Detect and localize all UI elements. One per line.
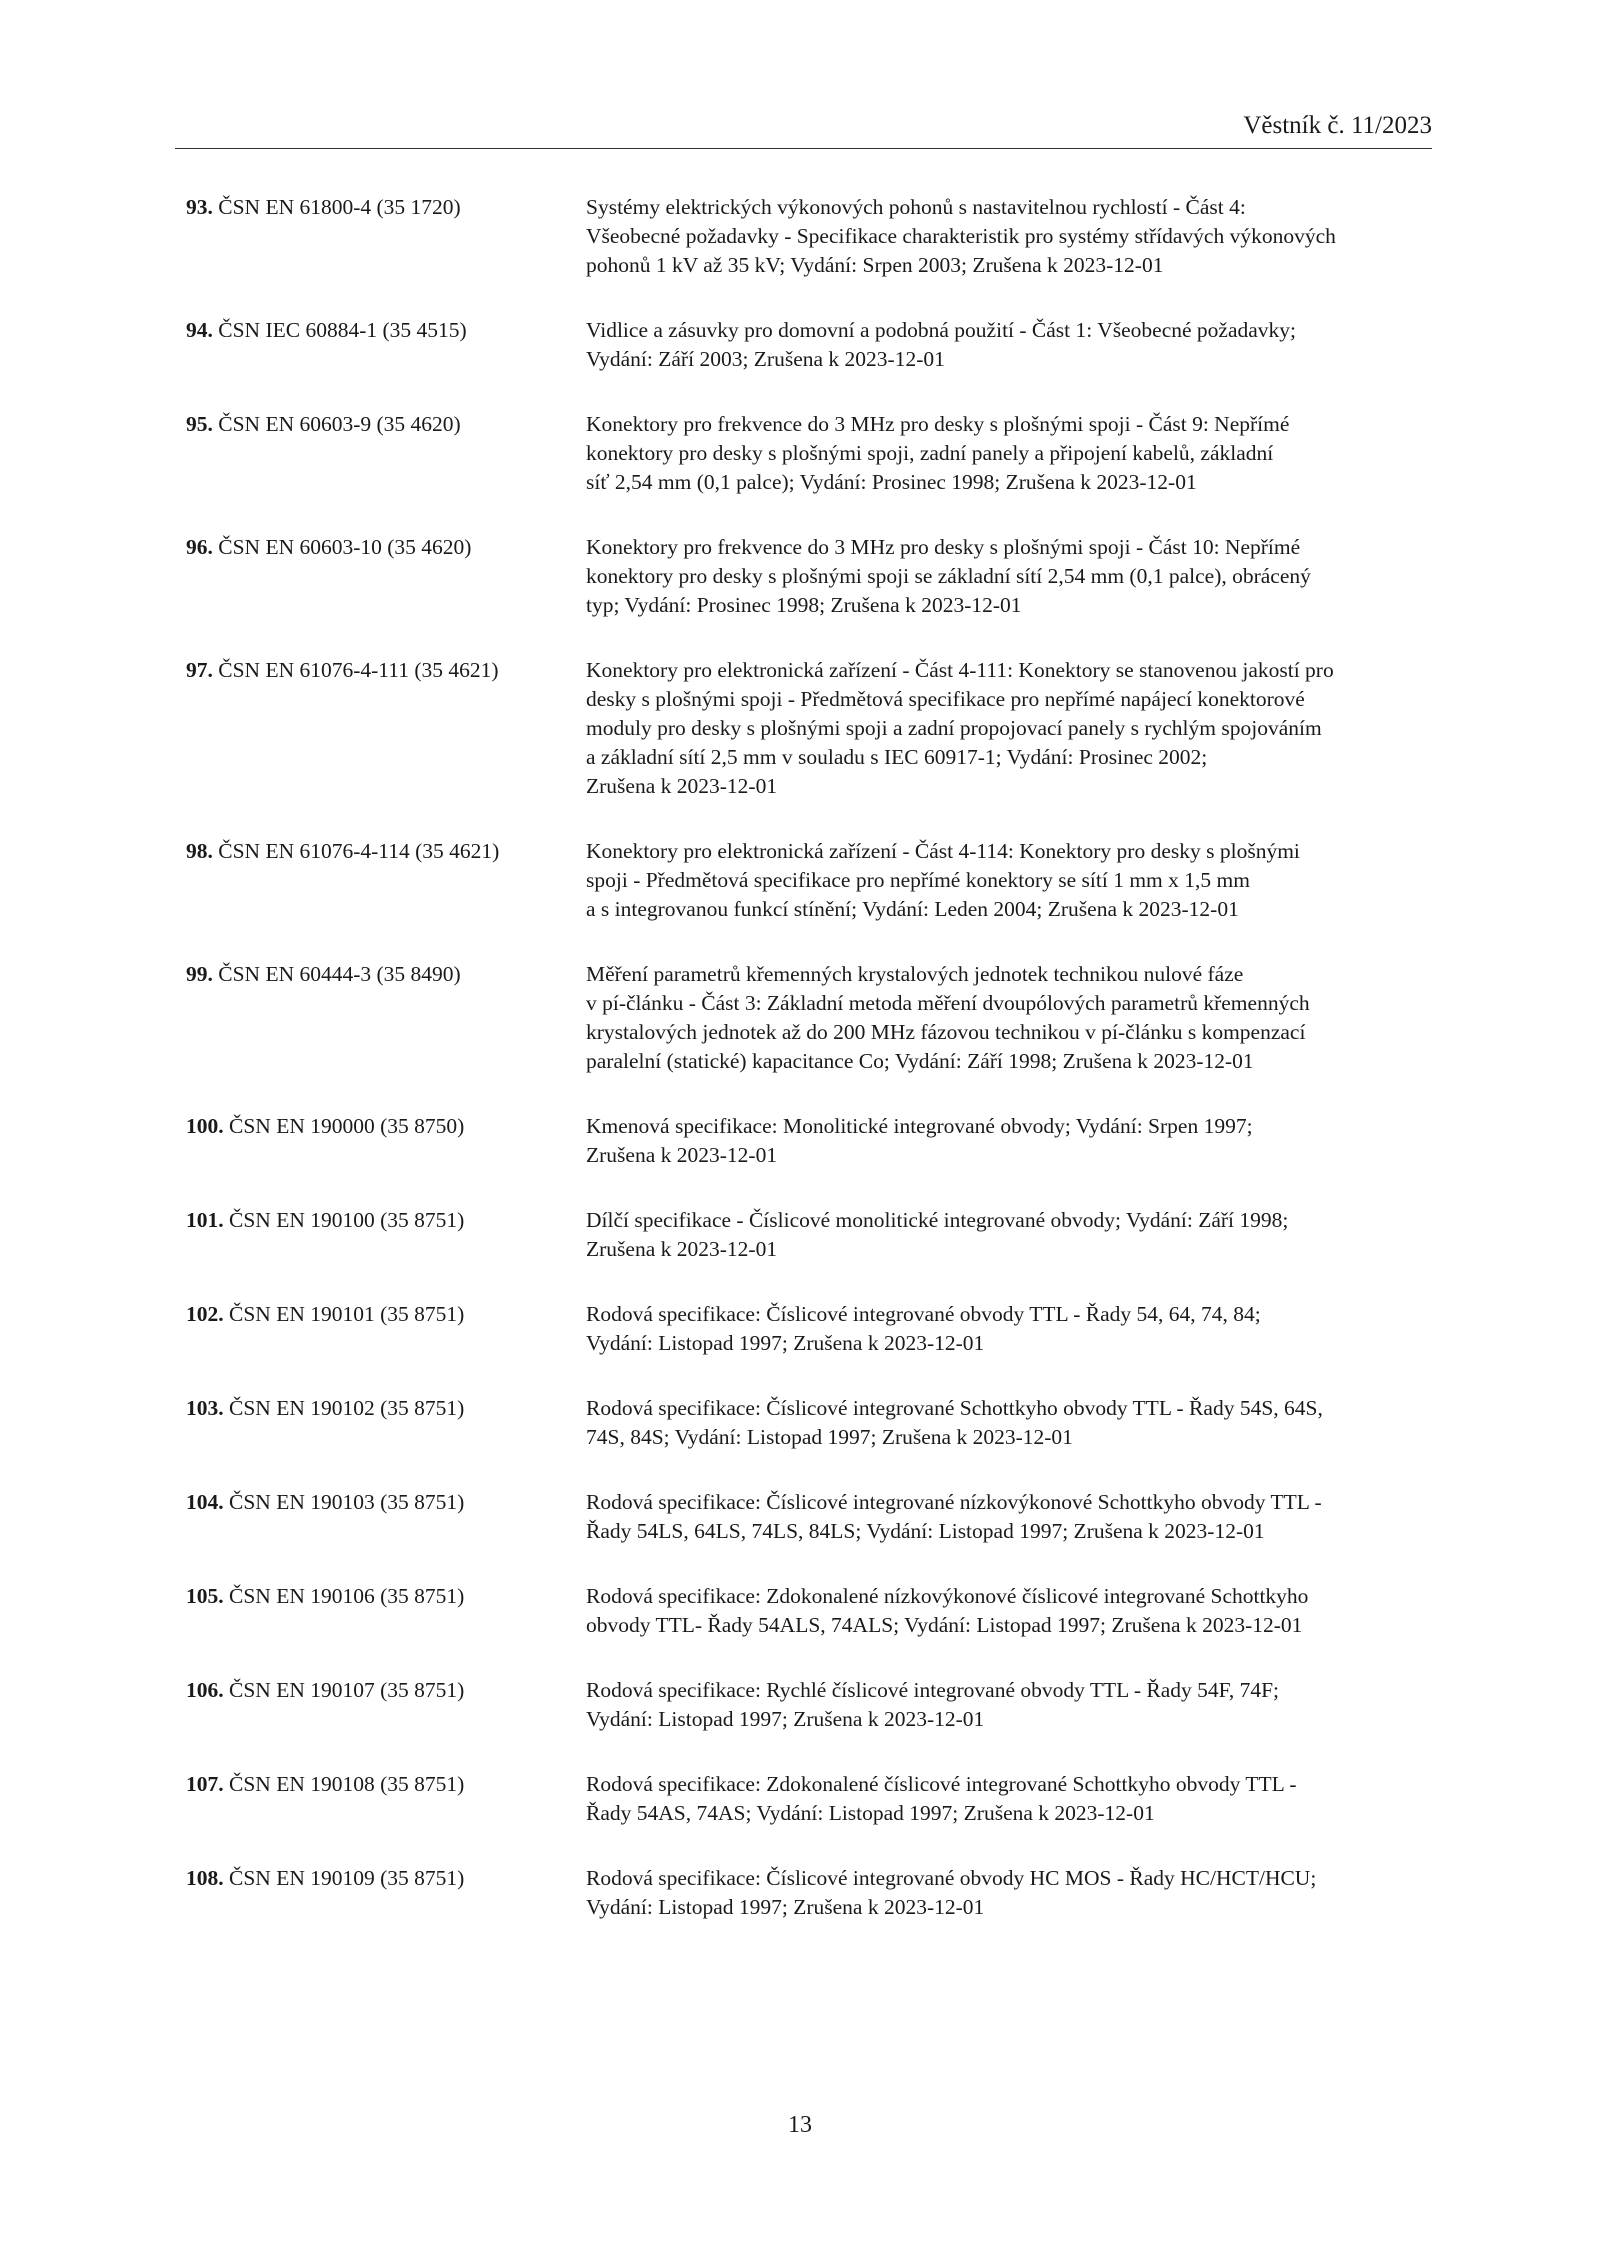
description-line: 74S, 84S; Vydání: Listopad 1997; Zrušena k 2023-12-01 — [586, 1425, 1073, 1449]
description-line: Konektory pro frekvence do 3 MHz pro desky s plošnými spoji - Část 10: Nepřímé — [586, 535, 1301, 559]
standard-description — [586, 1864, 1436, 1922]
description-line: Rodová specifikace: Číslicové integrované Schottkyho obvody TTL - Řady 54S, 64S, — [586, 1396, 1323, 1420]
standards-list — [186, 193, 1436, 1958]
description-line: krystalových jednotek až do 200 MHz fázovou technikou v pí-článku s kompenzací — [586, 1020, 1306, 1044]
description-line: Konektory pro frekvence do 3 MHz pro desky s plošnými spoji - Část 9: Nepřímé — [586, 412, 1290, 436]
description-line: obvody TTL- Řady 54ALS, 74ALS; Vydání: Listopad 1997; Zrušena k 2023-12-01 — [586, 1613, 1303, 1637]
standard-description — [586, 837, 1436, 924]
bulletin-title: Věstník č. 11/2023 — [1243, 112, 1432, 139]
description-line: Rodová specifikace: Zdokonalené číslicové integrované Schottkyho obvody TTL - — [586, 1772, 1297, 1796]
standard-entry — [186, 1770, 1436, 1828]
standard-code: ČSN EN 190100 (35 8751) — [223, 1208, 465, 1232]
standard-code: ČSN EN 60603-9 (35 4620) — [212, 412, 461, 436]
description-line: a základní sítí 2,5 mm v souladu s IEC 60917-1; Vydání: Prosinec 2002; — [586, 745, 1208, 769]
entry-number: 93. — [186, 195, 213, 219]
standard-description — [586, 533, 1436, 620]
description-line: Zrušena k 2023-12-01 — [586, 1237, 778, 1261]
standard-designation — [186, 533, 586, 620]
standard-description — [586, 193, 1436, 280]
standard-code: ČSN EN 190108 (35 8751) — [223, 1772, 465, 1796]
description-line: Systémy elektrických výkonových pohonů s nastavitelnou rychlostí - Část 4: — [586, 195, 1246, 219]
standard-designation — [186, 410, 586, 497]
standard-entry — [186, 1394, 1436, 1452]
entry-number: 99. — [186, 962, 213, 986]
standard-code: ČSN EN 190103 (35 8751) — [223, 1490, 465, 1514]
standard-entry — [186, 837, 1436, 924]
description-line: Zrušena k 2023-12-01 — [586, 774, 778, 798]
description-line: Kmenová specifikace: Monolitické integrované obvody; Vydání: Srpen 1997; — [586, 1114, 1253, 1138]
description-line: Vidlice a zásuvky pro domovní a podobná použití - Část 1: Všeobecné požadavky; — [586, 318, 1297, 342]
description-line: síť 2,54 mm (0,1 palce); Vydání: Prosinec 1998; Zrušena k 2023-12-01 — [586, 470, 1197, 494]
entry-number: 97. — [186, 658, 213, 682]
description-line: Vydání: Listopad 1997; Zrušena k 2023-12-01 — [586, 1707, 985, 1731]
standard-code: ČSN EN 61800-4 (35 1720) — [212, 195, 461, 219]
standard-entry — [186, 1488, 1436, 1546]
standard-entry — [186, 960, 1436, 1076]
page-footer — [0, 2112, 1600, 2139]
description-line: Rodová specifikace: Číslicové integrované obvody HC MOS - Řady HC/HCT/HCU; — [586, 1866, 1317, 1890]
description-line: a s integrovanou funkcí stínění; Vydání: Leden 2004; Zrušena k 2023-12-01 — [586, 897, 1239, 921]
description-line: Konektory pro elektronická zařízení - Část 4-111: Konektory se stanovenou jakostí pro — [586, 658, 1334, 682]
standard-code: ČSN EN 190106 (35 8751) — [223, 1584, 465, 1608]
description-line: Všeobecné požadavky - Specifikace charakteristik pro systémy střídavých výkonových — [586, 224, 1336, 248]
standard-description — [586, 316, 1436, 374]
entry-number: 98. — [186, 839, 213, 863]
standard-entry — [186, 1582, 1436, 1640]
standard-description — [586, 1582, 1436, 1640]
standard-designation — [186, 1206, 586, 1264]
standard-entry — [186, 533, 1436, 620]
standard-description — [586, 960, 1436, 1076]
description-line: moduly pro desky s plošnými spoji a zadní propojovací panely s rychlým spojováním — [586, 716, 1322, 740]
standard-description — [586, 1488, 1436, 1546]
standard-description — [586, 1300, 1436, 1358]
standard-designation — [186, 1864, 586, 1922]
description-line: Řady 54LS, 64LS, 74LS, 84LS; Vydání: Listopad 1997; Zrušena k 2023-12-01 — [586, 1519, 1265, 1543]
standard-designation — [186, 1488, 586, 1546]
description-line: Rodová specifikace: Číslicové integrované nízkovýkonové Schottkyho obvody TTL - — [586, 1490, 1322, 1514]
description-line: Vydání: Listopad 1997; Zrušena k 2023-12-01 — [586, 1331, 985, 1355]
entry-number: 107. — [186, 1772, 224, 1796]
entry-number: 106. — [186, 1678, 224, 1702]
description-line: Vydání: Listopad 1997; Zrušena k 2023-12-01 — [586, 1895, 985, 1919]
standard-designation — [186, 316, 586, 374]
standard-designation — [186, 1676, 586, 1734]
standard-code: ČSN EN 190107 (35 8751) — [223, 1678, 465, 1702]
description-line: Konektory pro elektronická zařízení - Část 4-114: Konektory pro desky s plošnými — [586, 839, 1300, 863]
description-line: Řady 54AS, 74AS; Vydání: Listopad 1997; Zrušena k 2023-12-01 — [586, 1801, 1155, 1825]
standard-designation — [186, 960, 586, 1076]
standard-description — [586, 1394, 1436, 1452]
entry-number: 101. — [186, 1208, 224, 1232]
standard-designation — [186, 193, 586, 280]
standard-entry — [186, 1676, 1436, 1734]
standard-designation — [186, 1112, 586, 1170]
page-header — [175, 108, 1432, 149]
standard-entry — [186, 193, 1436, 280]
description-line: spoji - Předmětová specifikace pro nepřímé konektory se sítí 1 mm x 1,5 mm — [586, 868, 1250, 892]
entry-number: 108. — [186, 1866, 224, 1890]
standard-code: ČSN EN 60444-3 (35 8490) — [212, 962, 461, 986]
standard-entry — [186, 316, 1436, 374]
standard-description — [586, 1770, 1436, 1828]
entry-number: 95. — [186, 412, 213, 436]
standard-description — [586, 656, 1436, 801]
description-line: Dílčí specifikace - Číslicové monolitické integrované obvody; Vydání: Září 1998; — [586, 1208, 1289, 1232]
standard-designation — [186, 837, 586, 924]
standard-entry — [186, 1206, 1436, 1264]
description-line: Rodová specifikace: Číslicové integrované obvody TTL - Řady 54, 64, 74, 84; — [586, 1302, 1261, 1326]
standard-code: ČSN EN 61076-4-114 (35 4621) — [212, 839, 500, 863]
entry-number: 100. — [186, 1114, 224, 1138]
standard-designation — [186, 1394, 586, 1452]
description-line: Rodová specifikace: Zdokonalené nízkovýkonové číslicové integrované Schottkyho — [586, 1584, 1309, 1608]
standard-code: ČSN EN 60603-10 (35 4620) — [212, 535, 472, 559]
description-line: konektory pro desky s plošnými spoji, zadní panely a připojení kabelů, základní — [586, 441, 1274, 465]
standard-description — [586, 410, 1436, 497]
standard-description — [586, 1206, 1436, 1264]
standard-code: ČSN EN 190000 (35 8750) — [223, 1114, 465, 1138]
standard-designation — [186, 1582, 586, 1640]
standard-entry — [186, 1300, 1436, 1358]
standard-designation — [186, 1300, 586, 1358]
standard-entry — [186, 410, 1436, 497]
entry-number: 105. — [186, 1584, 224, 1608]
standard-code: ČSN IEC 60884-1 (35 4515) — [212, 318, 467, 342]
entry-number: 103. — [186, 1396, 224, 1420]
description-line: Rodová specifikace: Rychlé číslicové integrované obvody TTL - Řady 54F, 74F; — [586, 1678, 1280, 1702]
description-line: desky s plošnými spoji - Předmětová specifikace pro nepřímé napájecí konektorové — [586, 687, 1305, 711]
description-line: typ; Vydání: Prosinec 1998; Zrušena k 2023-12-01 — [586, 593, 1022, 617]
standard-entry — [186, 656, 1436, 801]
description-line: konektory pro desky s plošnými spoji se základní sítí 2,54 mm (0,1 palce), obrácený — [586, 564, 1311, 588]
standard-description — [586, 1112, 1436, 1170]
description-line: paralelní (statické) kapacitance Co; Vydání: Září 1998; Zrušena k 2023-12-01 — [586, 1049, 1254, 1073]
standard-description — [586, 1676, 1436, 1734]
standard-code: ČSN EN 190102 (35 8751) — [223, 1396, 465, 1420]
description-line: pohonů 1 kV až 35 kV; Vydání: Srpen 2003; Zrušena k 2023-12-01 — [586, 253, 1164, 277]
entry-number: 104. — [186, 1490, 224, 1514]
standard-entry — [186, 1864, 1436, 1922]
description-line: v pí-článku - Část 3: Základní metoda měření dvoupólových parametrů křemenných — [586, 991, 1310, 1015]
entry-number: 94. — [186, 318, 213, 342]
description-line: Vydání: Září 2003; Zrušena k 2023-12-01 — [586, 347, 945, 371]
standard-code: ČSN EN 190101 (35 8751) — [223, 1302, 465, 1326]
description-line: Měření parametrů křemenných krystalových jednotek technikou nulové fáze — [586, 962, 1244, 986]
standard-entry — [186, 1112, 1436, 1170]
description-line: Zrušena k 2023-12-01 — [586, 1143, 778, 1167]
standard-designation — [186, 1770, 586, 1828]
entry-number: 102. — [186, 1302, 224, 1326]
standard-code: ČSN EN 190109 (35 8751) — [223, 1866, 465, 1890]
page-number: 13 — [788, 2112, 812, 2138]
standard-code: ČSN EN 61076-4-111 (35 4621) — [212, 658, 499, 682]
entry-number: 96. — [186, 535, 213, 559]
standard-designation — [186, 656, 586, 801]
